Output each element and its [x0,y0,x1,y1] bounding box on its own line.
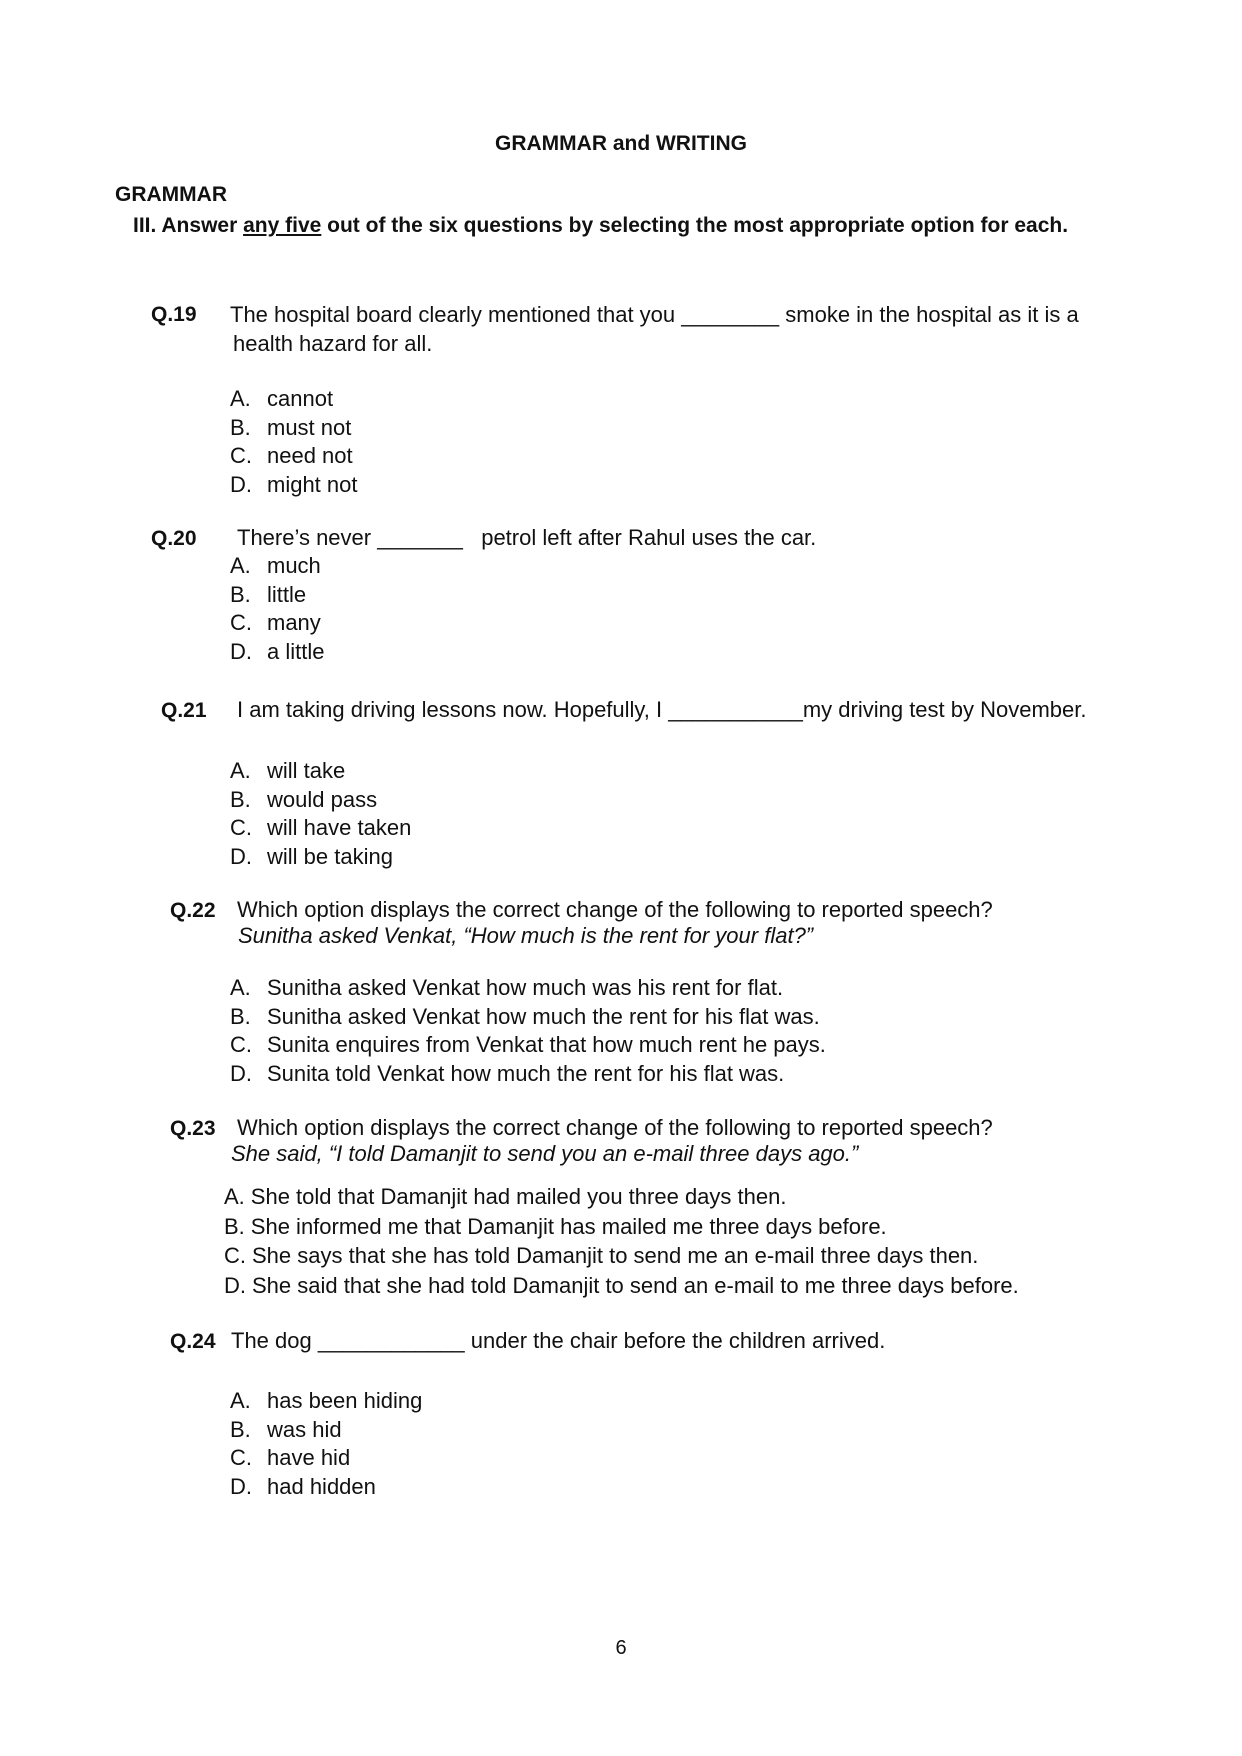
option-text: little [267,581,307,607]
option-letter: A. [230,553,251,578]
option[interactable] [224,1212,1019,1242]
question-number: Q.21 [161,699,207,722]
question-text: I am taking driving lessons now. Hopefully, I ___________my driving test by November. [237,697,1087,722]
option[interactable] [224,1182,1019,1212]
option-letter: C. [230,610,252,636]
option-text: Sunita enquires from Venkat that how much rent he pays. [267,1032,826,1058]
option[interactable] [230,471,358,500]
option-letter: D. [224,1272,246,1298]
option[interactable] [230,442,358,471]
option[interactable] [230,385,358,414]
option-letter: A. [224,1184,245,1209]
option-text: Sunita told Venkat how much the rent for his flat was. [267,1061,785,1087]
question-number: Q.19 [151,303,197,326]
option-text: much [267,553,321,578]
option-text: must not [267,414,352,440]
option-letter: A. [230,386,251,411]
question-number: Q.20 [151,527,197,550]
option-letter: C. [230,443,252,469]
option[interactable] [230,843,411,872]
option-letter: B. [230,581,251,607]
option-text: Sunitha asked Venkat how much the rent for his flat was. [267,1003,820,1029]
option-letter: D. [230,1474,252,1500]
option-letter: B. [230,414,251,440]
option-text: have hid [267,1445,351,1471]
option[interactable] [230,786,411,815]
option-text: was hid [267,1416,342,1442]
question-text: Which option displays the correct change of the following to reported speech? [237,897,993,922]
option[interactable] [224,1271,1019,1301]
question-text: The dog ____________ under the chair before the children arrived. [231,1328,886,1353]
option-text: She said that she had told Damanjit to send an e-mail to me three days before. [252,1272,1019,1298]
instruction-emphasis: any five [243,214,322,237]
option-list [224,1182,1019,1300]
instruction-text [133,212,1133,240]
section-heading: GRAMMAR [115,183,227,206]
option-letter: C. [230,1032,252,1058]
option[interactable] [230,1060,826,1089]
option-text: will take [267,758,346,783]
option-text: many [267,610,321,636]
option-list [230,385,358,500]
option[interactable] [230,1003,826,1032]
option-text: She informed me that Damanjit has mailed me three days before. [250,1213,887,1239]
option[interactable] [230,1473,422,1502]
option[interactable] [224,1241,1019,1271]
quoted-sentence: Sunitha asked Venkat, “How much is the rent for your flat?” [238,923,814,948]
instruction-prefix: III. Answer [133,214,244,237]
option-list [230,1387,422,1502]
option-list [230,552,324,667]
page-number: 6 [615,1637,627,1659]
question-text-continued: health hazard for all. [233,331,433,356]
option-letter: B. [230,1003,251,1029]
option-text: would pass [267,786,378,812]
question-text: Which option displays the correct change of the following to reported speech? [237,1115,993,1140]
option-text: might not [267,472,358,498]
option-text: cannot [267,386,334,411]
option-letter: D. [230,1061,252,1087]
option-letter: C. [230,1445,252,1471]
question-text: The hospital board clearly mentioned that you ________ smoke in the hospital as it is a [230,302,1079,327]
question-number: Q.23 [170,1117,216,1140]
option-letter: D. [230,639,252,665]
question-number: Q.22 [170,899,216,922]
option-text: will be taking [267,844,393,870]
option-text: had hidden [267,1474,376,1500]
option[interactable] [230,814,411,843]
option-text: will have taken [267,815,412,841]
option[interactable] [230,414,358,443]
option-letter: D. [230,472,252,498]
option-letter: A. [230,758,251,783]
question-number: Q.24 [170,1330,216,1353]
option-text: need not [267,443,353,469]
option-letter: A. [230,1388,251,1413]
option-letter: B. [230,1416,251,1442]
option-list [230,974,826,1089]
option[interactable] [230,609,324,638]
option[interactable] [230,638,324,667]
option-text: a little [267,639,325,665]
option[interactable] [230,1444,422,1473]
option-list [230,757,411,872]
option[interactable] [230,552,324,581]
option-letter: A. [230,975,251,1000]
option[interactable] [230,974,826,1003]
option-text: She told that Damanjit had mailed you three days then. [250,1184,787,1209]
instruction-suffix: out of the six questions by selecting the most appropriate option for each. [321,214,1069,237]
option[interactable] [230,581,324,610]
option[interactable] [230,1387,422,1416]
option-letter: C. [230,815,252,841]
option-letter: B. [224,1213,245,1239]
option[interactable] [230,757,411,786]
option-letter: B. [230,786,251,812]
option-text: She says that she has told Damanjit to send me an e-mail three days then. [252,1243,979,1268]
option-letter: D. [230,844,252,870]
question-text: There’s never _______ petrol left after Rahul uses the car. [237,525,817,550]
option[interactable] [230,1416,422,1445]
option[interactable] [230,1031,826,1060]
option-letter: C. [224,1243,246,1268]
quoted-sentence: She said, “I told Damanjit to send you an e-mail three days ago.” [231,1141,859,1166]
option-text: has been hiding [267,1388,423,1413]
option-text: Sunitha asked Venkat how much was his rent for flat. [267,975,784,1000]
page-title: GRAMMAR and WRITING [495,132,747,155]
